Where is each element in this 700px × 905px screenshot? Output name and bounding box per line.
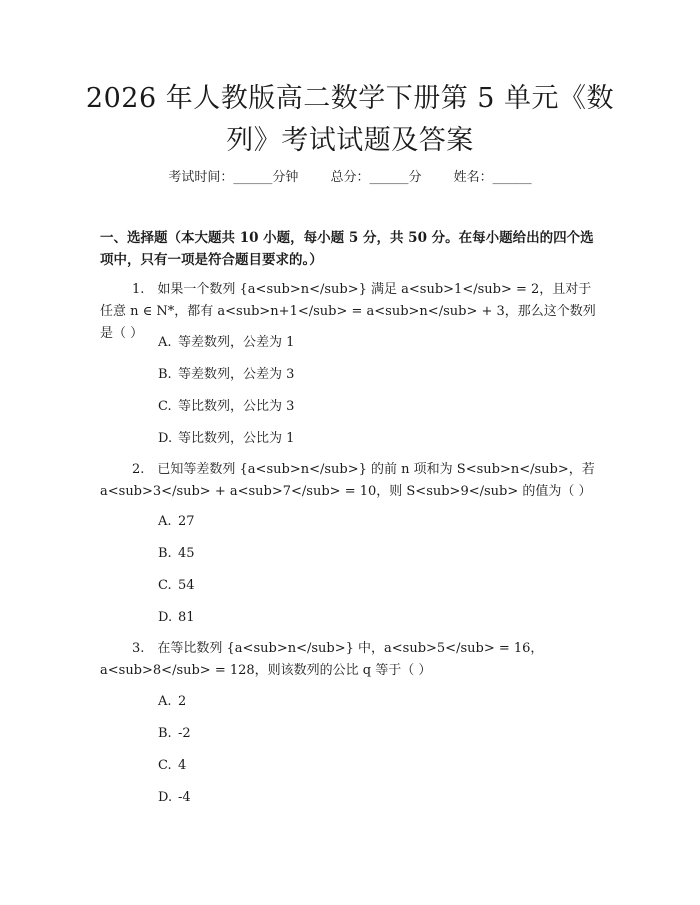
- option-text: 2: [178, 694, 187, 709]
- question-3: 3. 在等比数列 {a<sub>n</sub>} 中，a<sub>5</sub> = 16，a<sub>8</sub> = 128，则该数列的公比 q 等于（ ）: [100, 641, 544, 678]
- option-text: 等差数列，公差为 3: [178, 367, 295, 382]
- option-label: D.: [158, 431, 173, 446]
- option-label: C.: [158, 578, 172, 593]
- option-text: 等比数列，公比为 1: [178, 431, 295, 446]
- option-label: D.: [158, 610, 173, 625]
- exam-info-line: [0, 168, 700, 188]
- option-label: A.: [158, 335, 172, 350]
- option-text: 45: [178, 546, 195, 561]
- option-label: C.: [158, 758, 172, 773]
- title-line-1: 2026 年人教版高二数学下册第 5 单元《数: [85, 83, 615, 114]
- question-2: 2. 已知等差数列 {a<sub>n</sub>} 的前 n 项和为 S<sub>n</sub>，若 a<sub>3</sub> + a<sub>7</sub> = 10，则 S<sub>9</sub> 的值为（ ）: [100, 462, 595, 499]
- page-title: [0, 78, 700, 162]
- option-label: D.: [158, 790, 173, 805]
- q1-option-b: [158, 365, 294, 385]
- q2-option-d: [158, 608, 195, 628]
- q1-option-c: [158, 397, 294, 417]
- total-score: 总分：______分: [330, 170, 422, 185]
- title-line-2: 列》考试试题及答案: [226, 125, 474, 156]
- option-label: C.: [158, 399, 172, 414]
- option-text: 4: [178, 758, 187, 773]
- option-text: 等比数列，公比为 3: [178, 399, 295, 414]
- section-heading: 一、选择题（本大题共 10 小题，每小题 5 分，共 50 分。在每小题给出的四个选项中，只有一项是符合题目要求的。）: [100, 230, 594, 268]
- exam-time: 考试时间：______分钟: [168, 170, 299, 185]
- option-label: B.: [158, 367, 172, 382]
- q2-option-c: [158, 576, 195, 596]
- question-1: 1. 如果一个数列 {a<sub>n</sub>} 满足 a<sub>1</sub> = 2，且对于任意 n ∈ N*，都有 a<sub>n+1</sub> = a<sub>n</sub> + 3，那么这个数列是（ ）: [100, 282, 596, 341]
- option-label: A.: [158, 694, 172, 709]
- option-text: 等差数列，公差为 1: [178, 335, 295, 350]
- q3-option-c: [158, 756, 186, 776]
- option-label: A.: [158, 514, 172, 529]
- option-text: 81: [178, 610, 195, 625]
- q2-option-a: [158, 512, 195, 532]
- q1-option-d: [158, 429, 294, 449]
- option-text: 27: [178, 514, 195, 529]
- option-text: -2: [178, 726, 191, 741]
- student-name: 姓名：______: [453, 170, 532, 185]
- option-text: 54: [178, 578, 195, 593]
- q3-option-a: [158, 692, 186, 712]
- q3-option-b: [158, 724, 191, 744]
- q2-option-b: [158, 544, 195, 564]
- option-label: B.: [158, 726, 172, 741]
- q1-option-a: [158, 333, 294, 353]
- option-text: -4: [178, 790, 191, 805]
- q3-option-d: [158, 788, 191, 808]
- option-label: B.: [158, 546, 172, 561]
